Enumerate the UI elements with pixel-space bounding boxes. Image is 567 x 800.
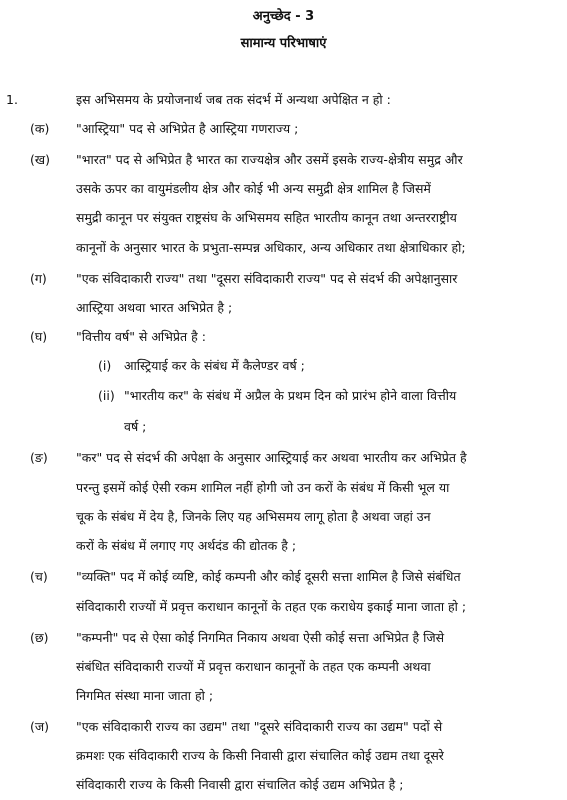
clause-label: (ख) <box>30 152 50 167</box>
subclause-text-line: वर्ष ; <box>124 419 147 434</box>
clause-text-line: "एक संविदाकारी राज्य का उद्यम" तथा "दूसरे संविदाकारी राज्य का उद्यम" पदों से <box>76 719 443 734</box>
section-title: सामान्य परिभाषाएं <box>240 36 327 51</box>
clause-label: (क) <box>30 121 50 136</box>
clause-text-line: "एक संविदाकारी राज्य" तथा "दूसरा संविदाकारी राज्य" पद से संदर्भ की अपेक्षानुसार <box>76 271 458 286</box>
clause-text-line: कानूनों के अनुसार भारत के प्रभुता-सम्पन्न अधिकार, अन्य अधिकार तथा क्षेत्राधिकार हो; <box>76 240 466 255</box>
subclause-text-line: "भारतीय कर" के संबंध में अप्रैल के प्रथम दिन को प्रारंभ होने वाला वित्तीय <box>124 388 457 403</box>
paragraph-intro: इस अभिसमय के प्रयोजनार्थ जब तक संदर्भ में अन्यथा अपेक्षित न हो : <box>76 92 391 107</box>
clause-text-line: क्रमशः एक संविदाकारी राज्य के किसी निवासी द्वारा संचालित कोई उद्यम तथा दूसरे <box>76 748 444 763</box>
clause-text-line: उसके ऊपर का वायुमंडलीय क्षेत्र और कोई भी अन्य समुद्री क्षेत्र शामिल है जिसमें <box>76 181 431 196</box>
clause-text-line: संविदाकारी राज्यों में प्रवृत्त कराधान कानूनों के तहत एक कराधेय इकाई माना जाता हो ; <box>76 599 467 614</box>
clause-text-line: "वित्तीय वर्ष" से अभिप्रेत है : <box>76 329 206 344</box>
article-heading: अनुच्छेद - 3 <box>252 9 315 24</box>
subclause-label: (ii) <box>98 388 115 403</box>
clause-text-line: चूक के संबंध में देय है, जिनके लिए यह अभिसमय लागू होता है अथवा जहां उन <box>76 509 431 524</box>
clause-text-line: संबंधित संविदाकारी राज्यों में प्रवृत्त कराधान कानूनों के तहत एक कम्पनी अथवा <box>76 659 431 674</box>
clause-label: (ङ) <box>30 450 48 465</box>
subclause-text-line: आस्ट्रियाई कर के संबंध में कैलेण्डर वर्ष ; <box>124 358 305 373</box>
clause-text-line: "भारत" पद से अभिप्रेत है भारत का राज्यक्षेत्र और उसमें इसके राज्य-क्षेत्रीय समुद्र और <box>76 152 463 167</box>
clause-label: (ग) <box>30 271 47 286</box>
clause-label: (घ) <box>30 329 48 344</box>
clause-text-line: "व्यक्ति" पद में कोई व्यष्टि, कोई कम्पनी और कोई दूसरी सत्ता शामिल है जिसे संबंधित <box>76 569 461 584</box>
paragraph-number: 1. <box>6 92 18 107</box>
clause-text-line: आस्ट्रिया अथवा भारत अभिप्रेत है ; <box>76 300 233 315</box>
clause-text-line: "आस्ट्रिया" पद से अभिप्रेत है आस्ट्रिया गणराज्य ; <box>76 121 299 136</box>
clause-text-line: परन्तु इसमें कोई ऐसी रकम शामिल नहीं होगी जो उन करों के संबंध में किसी भूल या <box>76 480 450 495</box>
clause-text-line: "कर" पद से संदर्भ की अपेक्षा के अनुसार आस्ट्रियाई कर अथवा भारतीय कर अभिप्रेत है <box>76 450 467 465</box>
clause-label: (ज) <box>30 719 50 734</box>
clause-text-line: संविदाकारी राज्य के किसी निवासी द्वारा संचालित कोई उद्यम अभिप्रेत है ; <box>76 777 404 792</box>
clause-text-line: समुद्री कानून पर संयुक्त राष्ट्रसंघ के अभिसमय सहित भारतीय कानून तथा अन्तरराष्ट्रीय <box>76 210 457 225</box>
clause-text-line: करों के संबंध में लगाए गए अर्थदंड की द्योतक है ; <box>76 538 297 553</box>
clause-text-line: "कम्पनी" पद से ऐसा कोई निगमित निकाय अथवा ऐसी कोई सत्ता अभिप्रेत है जिसे <box>76 630 445 645</box>
clause-label: (च) <box>30 569 48 584</box>
subclause-label: (i) <box>98 358 112 373</box>
clause-text-line: निगमित संस्था माना जाता हो ; <box>76 688 214 703</box>
clause-label: (छ) <box>30 630 49 645</box>
